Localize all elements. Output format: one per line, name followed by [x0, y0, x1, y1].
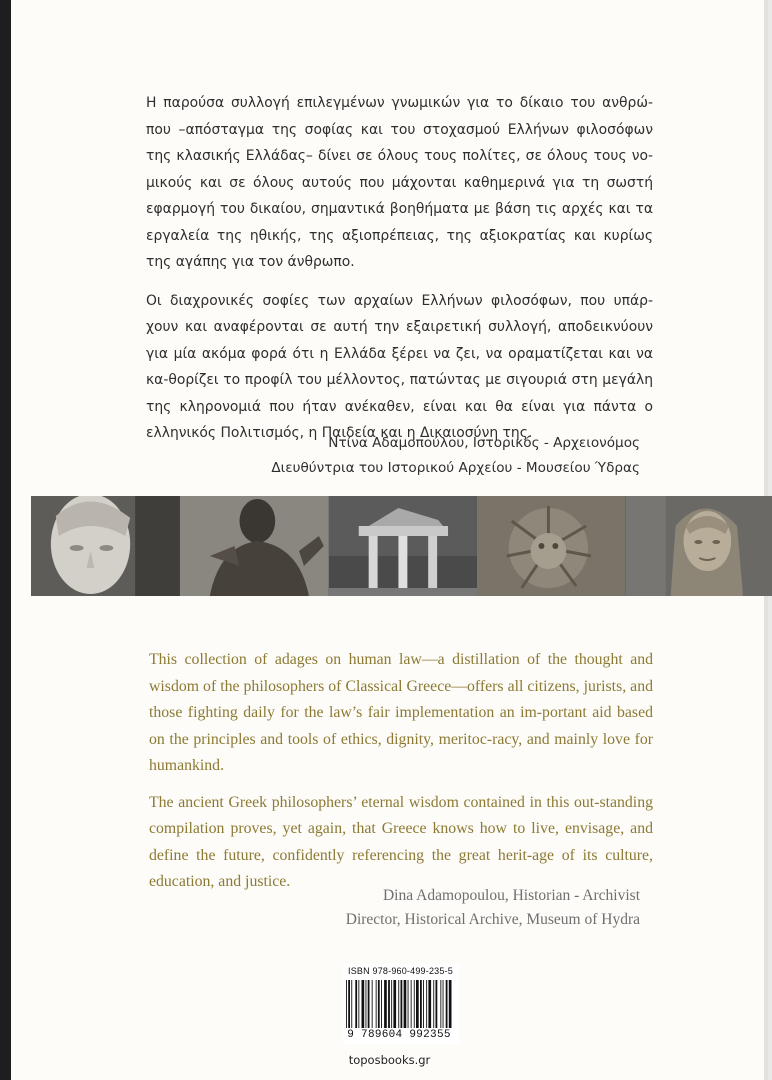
barcode-bar — [426, 980, 427, 1028]
greek-paragraph-1: Η παρούσα συλλογή επιλεγμένων γνωμικών για το δίκαιο του ανθρώ-που –απόσταγμα της σοφίας και του στοχασμού Ελλήνων φιλοσόφων της κλασικής Ελλάδας– δίνει σε όλους τους πολίτες, σε όλους τους νο-μικούς και σε όλους αυτούς που μάχονται καθημερινά για τη σωστή εφαρμογή του δικαίου, σημαντικά βοηθήματα με βάση τις αρχές και τα εργαλεία της ηθικής, της αξιοπρέπειας, της αξιοκρατίας και κυρίως της αγάπης για τον άνθρωπο. — [146, 95, 653, 270]
barcode-bar — [366, 980, 367, 1028]
barcode-bar — [433, 980, 434, 1028]
barcode-bar — [428, 980, 431, 1028]
barcode-bar — [446, 980, 448, 1028]
barcode-bar — [372, 980, 373, 1028]
barcode-bar — [376, 980, 377, 1028]
barcode-bar — [398, 980, 399, 1028]
barcode-bar — [401, 980, 403, 1028]
barcode-bar — [391, 980, 392, 1028]
photo-gorgon-relief — [477, 496, 626, 596]
barcode-bar — [355, 980, 357, 1028]
english-signature-name: Dina Adamopoulou, Historian - Archivist — [382, 887, 640, 904]
barcode-bar — [416, 980, 419, 1028]
barcode-bar — [378, 980, 380, 1028]
barcode-bar — [423, 980, 424, 1028]
barcode-bar — [346, 980, 347, 1028]
barcode-graphic — [346, 980, 454, 1028]
barcode-digits: 9 789604 992355 — [347, 1029, 451, 1041]
barcode-bar — [404, 980, 407, 1028]
greek-paragraph-2: Οι διαχρονικές σοφίες των αρχαίων Ελλήνων φιλοσόφων, που υπάρ-χουν και αναφέρονται σε αυτή την εξαιρετική συλλογή, αποδεικνύουν για μία ακόμα φορά ότι η Ελλάδα ξέρει να ζει, να οραματίζεται και να κα-θορίζει το προφίλ του μέλλοντος, πατώντας με σιγουριά στη μεγάλη της κληρονομιά που ήταν ανέκαθεν, είναι και θα είναι για πάντα ο ελληνικός Πολιτισμός, η Παιδεία και η Δικαιοσύνη της. — [146, 292, 653, 441]
barcode-bar — [348, 980, 350, 1028]
barcode-bar — [351, 980, 352, 1028]
barcode-bar — [420, 980, 422, 1028]
greek-signature-title: Διευθύντρια του Ιστορικού Αρχείου - Μουσείου Ύδρας — [271, 460, 640, 476]
isbn-label: ISBN 978-960-499-235-5 — [348, 966, 453, 976]
barcode-bar — [358, 980, 359, 1028]
barcode-bar — [381, 980, 382, 1028]
english-paragraph-1: This collection of adages on human law—a distillation of the thought and wisdom of the philosophers of Classical Greece—offers all citizens, jurists, and those fighting daily for the law’s fair implementation an im-portant aid based on the principles and tools of ethics, dignity, meritoc-racy, and mainly love for humankind. — [149, 651, 653, 774]
photo-kore-head — [626, 496, 772, 596]
barcode-bar — [411, 980, 412, 1028]
barcode-bar — [384, 980, 387, 1028]
english-text-block — [149, 647, 653, 906]
barcode-bar — [414, 980, 415, 1028]
greek-signature-name: Ντίνα Αδαμοπούλου, Ιστορικός - Αρχειονόμος — [328, 435, 640, 451]
barcode-bar — [362, 980, 365, 1028]
publisher-url: toposbooks.gr — [348, 1053, 431, 1067]
barcode-bar — [393, 980, 396, 1028]
greek-text-block — [146, 90, 653, 459]
barcode-bar — [436, 980, 438, 1028]
photo-bronze-statue — [180, 496, 329, 596]
barcode-bar — [408, 980, 409, 1028]
back-cover — [11, 0, 768, 1080]
sculpture-photo-strip — [31, 496, 772, 596]
barcode-bar — [368, 980, 370, 1028]
barcode-bar — [443, 980, 444, 1028]
photo-female-head — [31, 496, 180, 596]
barcode-bar — [388, 980, 390, 1028]
english-paragraph-2: The ancient Greek philosophers’ eternal wisdom contained in this out-standing compilation proves, yet again, that Greece knows how to live, envisage, and define the future, confidently referencing the great herit-age of its culture, education, and justice. — [149, 793, 653, 890]
english-signature-title: Director, Historical Archive, Museum of Hydra — [345, 911, 640, 928]
photo-delphi-tholos — [329, 496, 478, 596]
book-spine — [0, 0, 11, 1080]
barcode-bar — [449, 980, 452, 1028]
barcode-bar — [440, 980, 441, 1028]
